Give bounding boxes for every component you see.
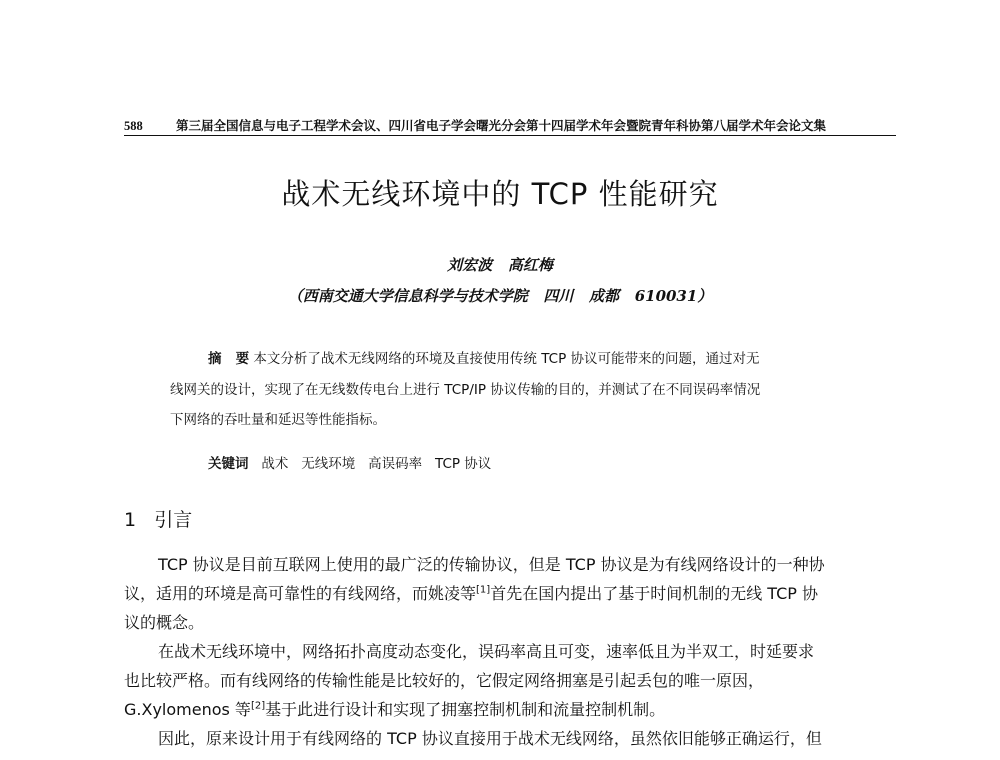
body-text-segment: 首先在国内提出了基于时间机制的无线 TCP 协	[490, 584, 819, 603]
body-line: 也比较严格。而有线网络的传输性能是比较好的，它假定网络拥塞是引起丢包的唯一原因，	[124, 671, 765, 690]
body-text	[124, 550, 890, 753]
section-title: 引言	[154, 509, 193, 531]
body-text-segment: 议，适用的环境是高可靠性的有线网络，而姚凌等	[124, 584, 477, 603]
keywords-label: 关键词	[208, 456, 249, 472]
body-text-segment: 基于此进行设计和实现了拥塞控制机制和流量控制机制。	[265, 700, 666, 719]
header-rule	[124, 135, 896, 136]
abstract-line	[170, 344, 860, 375]
abstract-label: 摘 要	[208, 351, 250, 367]
abstract	[170, 344, 860, 436]
paper-title: 战术无线环境中的 TCP 性能研究	[281, 177, 719, 211]
citation-ref: [2]	[250, 700, 266, 712]
body-line	[124, 695, 890, 724]
keywords	[208, 452, 491, 472]
section-number: 1	[124, 509, 137, 531]
body-line	[124, 579, 890, 608]
abstract-line: 线网关的设计，实现了在无线数传电台上进行 TCP/IP 协议传输的目的，并测试了在不同误码率情况	[170, 381, 761, 398]
body-text-segment: G.Xylomenos 等	[124, 700, 251, 719]
proceedings-title: 第三届全国信息与电子工程学术会议、四川省电子学会曙光分会第十四届学术年会暨院青年科协第八届学术年会论文集	[176, 119, 827, 133]
body-line: 在战术无线环境中，网络拓扑高度动态变化，误码率高且可变，速率低且为半双工，时延要求	[158, 642, 815, 661]
citation-ref: [1]	[476, 584, 491, 596]
body-line: TCP 协议是目前互联网上使用的最广泛的传输协议，但是 TCP 协议是为有线网络设计的一种协	[158, 555, 825, 574]
paper-affiliation: （西南交通大学信息科学与技术学院 四川 成都 610031）	[287, 287, 713, 305]
keywords-list: 战术 无线环境 高误码率 TCP 协议	[261, 456, 492, 472]
section-heading	[124, 505, 192, 532]
running-head	[124, 116, 896, 134]
body-line: 因此，原来设计用于有线网络的 TCP 协议直接用于战术无线网络，虽然依旧能够正确运行，但	[158, 729, 822, 748]
abstract-text: 本文分析了战术无线网络的环境及直接使用传统 TCP 协议可能带来的问题，通过对无	[253, 351, 760, 367]
paper-authors: 刘宏波 高红梅	[447, 256, 553, 274]
abstract-line: 下网络的吞吐量和延迟等性能指标。	[170, 412, 386, 428]
body-line: 议的概念。	[124, 613, 205, 632]
page-number: 588	[124, 119, 143, 133]
